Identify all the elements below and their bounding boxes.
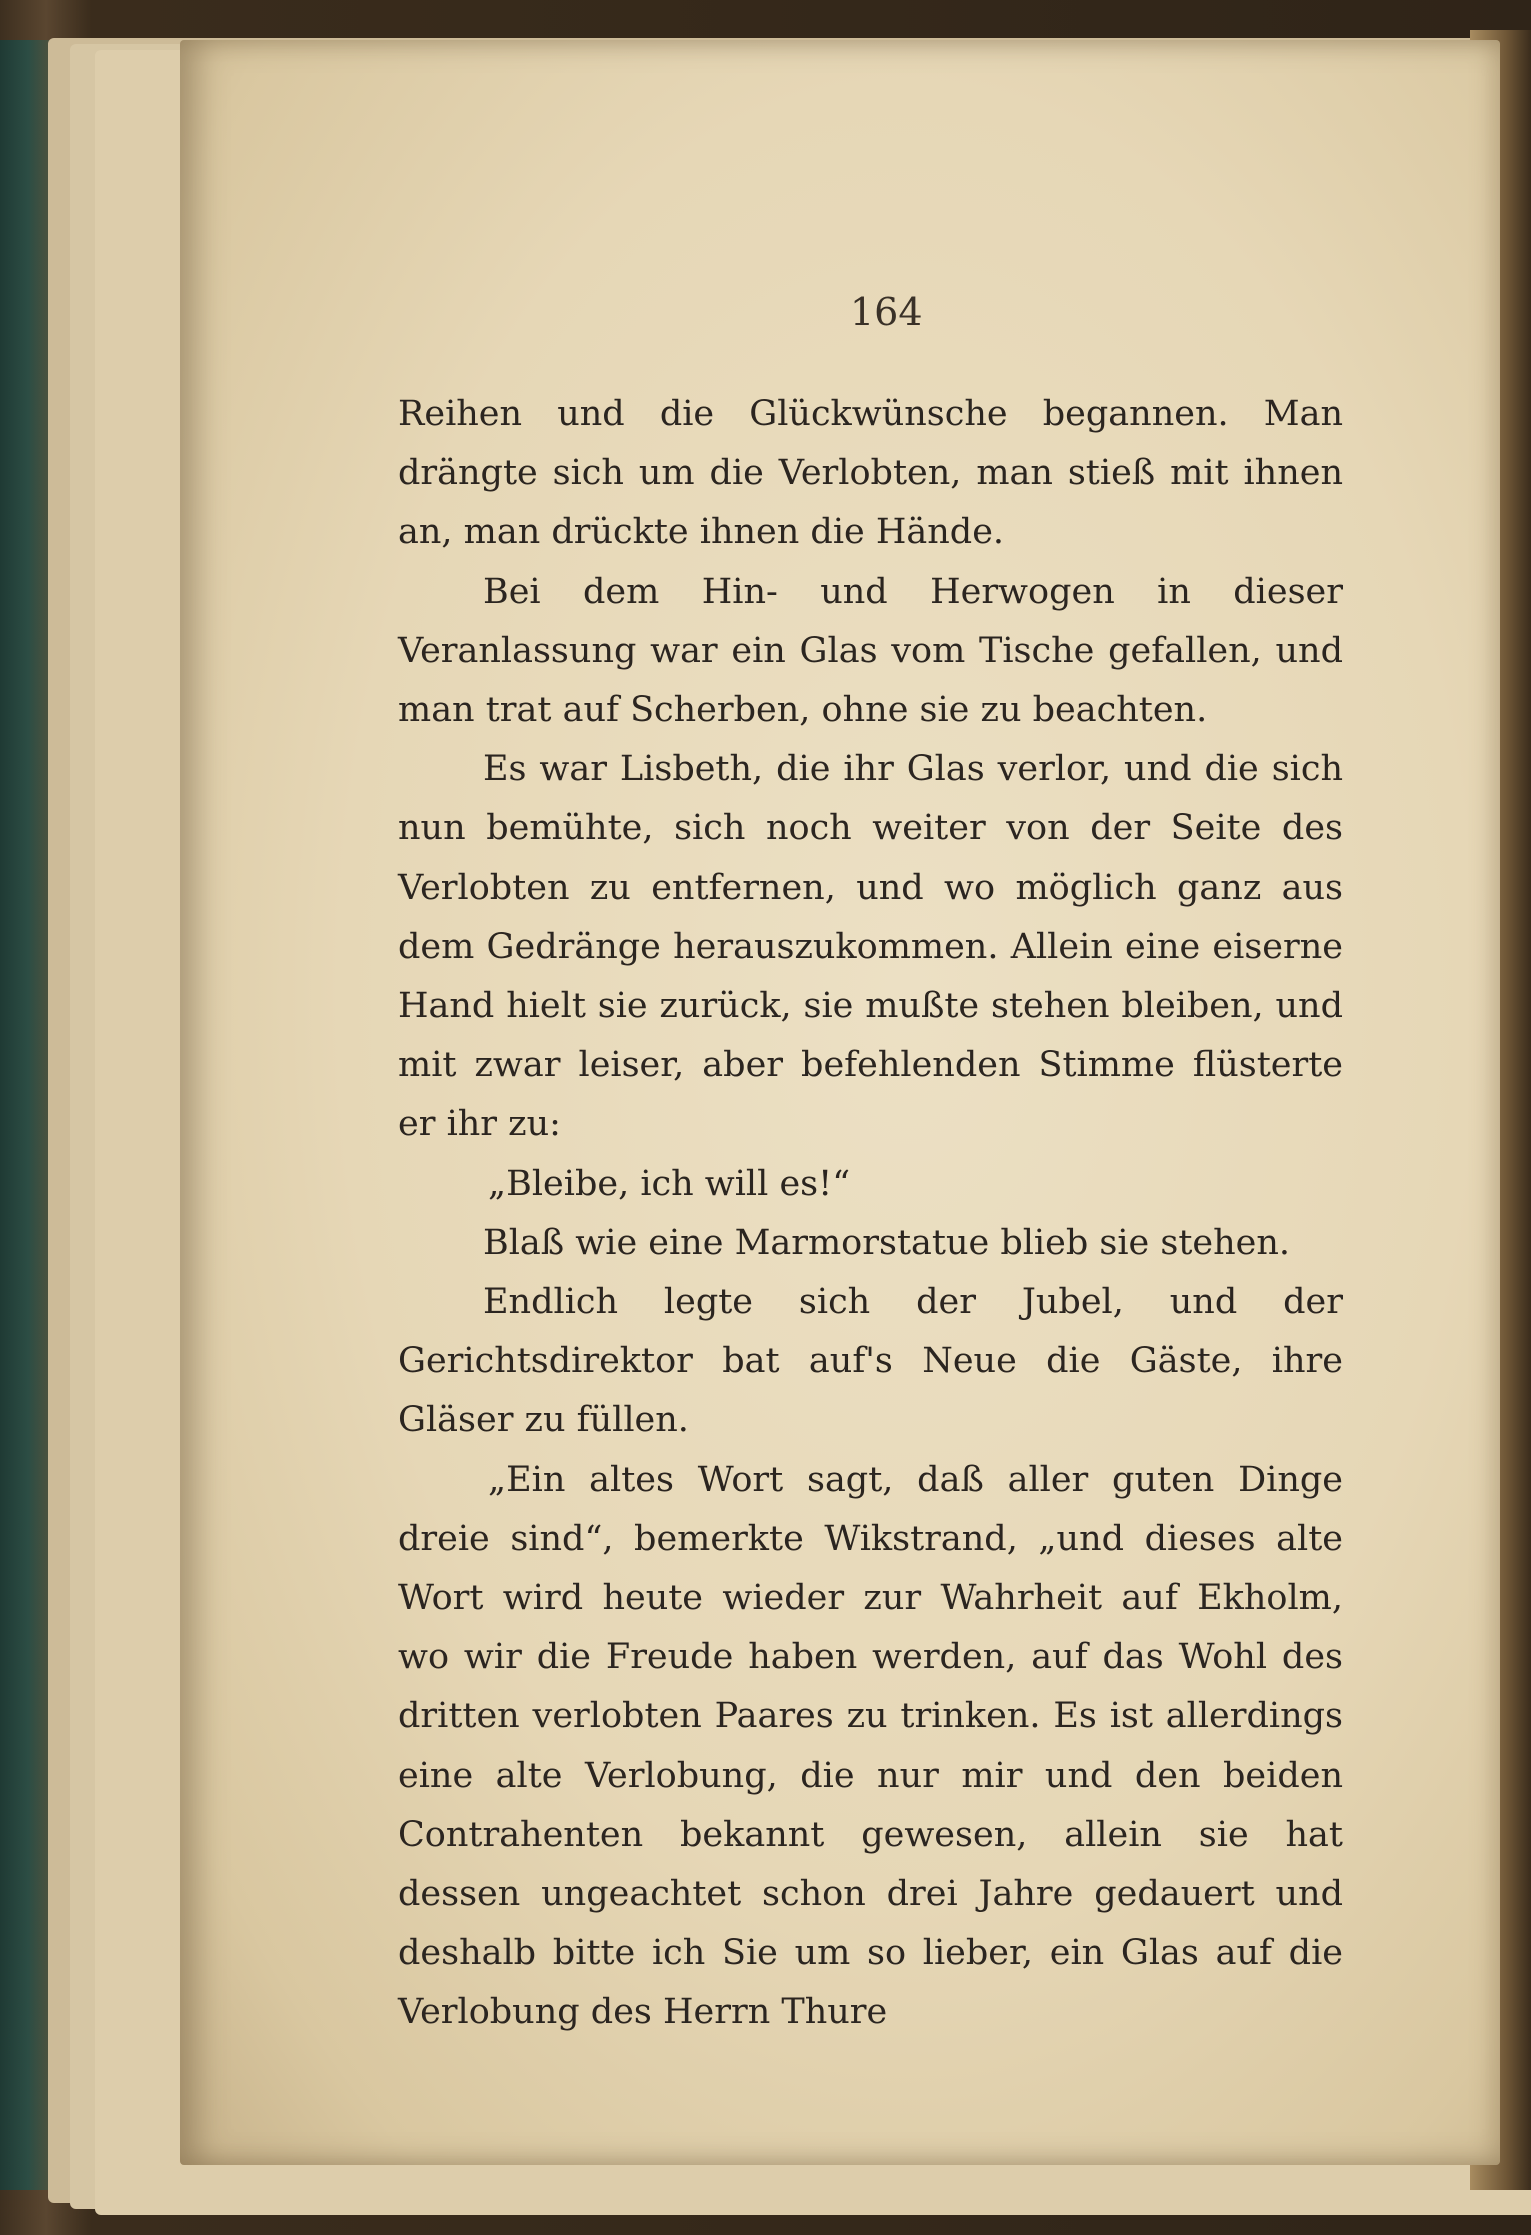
page-number: 164 <box>850 290 923 334</box>
body-text <box>398 385 1343 2043</box>
paragraph: Es war Lisbeth, die ihr Glas verlor, und die sich nun bemühte, sich noch weiter von der Seite des Verlobten zu entfernen, und wo möglich ganz aus dem Gedränge herauszukommen. Allein eine eiserne Hand hielt sie zurück, sie mußte stehen bleiben, und mit zwar leiser, aber befehlenden Stimme flüsterte er ihr zu: <box>398 749 1343 1145</box>
paragraph: Bei dem Hin- und Herwogen in dieser Veranlassung war ein Glas vom Tische gefallen, und man trat auf Scherben, ohne sie zu beachten. <box>398 571 1343 731</box>
quoted-line: „Bleibe, ich will es!“ <box>488 1163 851 1204</box>
paragraph: Endlich legte sich der Jubel, und der Gerichtsdirektor bat auf's Neue die Gäste, ihre Gläser zu füllen. <box>398 1282 1343 1441</box>
paragraph: „Ein altes Wort sagt, daß aller guten Dinge dreie sind“, bemerkte Wikstrand, „und dieses alte Wort wird heute wieder zur Wahrheit auf Ekholm, wo wir die Freude haben werden, auf das Wohl des dritten verlobten Paares zu trinken. Es ist allerdings eine alte Verlobung, die nur mir und den beiden Contrahenten bekannt gewesen, allein sie hat dessen ungeachtet schon drei Jahre gedauert und deshalb bitte ich Sie um so lieber, ein Glas auf die Verlobung des Herrn Thure <box>398 1459 1343 2033</box>
paragraph: Blaß wie eine Marmorstatue blieb sie stehen. <box>483 1222 1291 1263</box>
paragraph: Reihen und die Glückwünsche begannen. Man drängte sich um die Verlobten, man stieß mit ihnen an, man drückte ihnen die Hände. <box>398 394 1343 553</box>
